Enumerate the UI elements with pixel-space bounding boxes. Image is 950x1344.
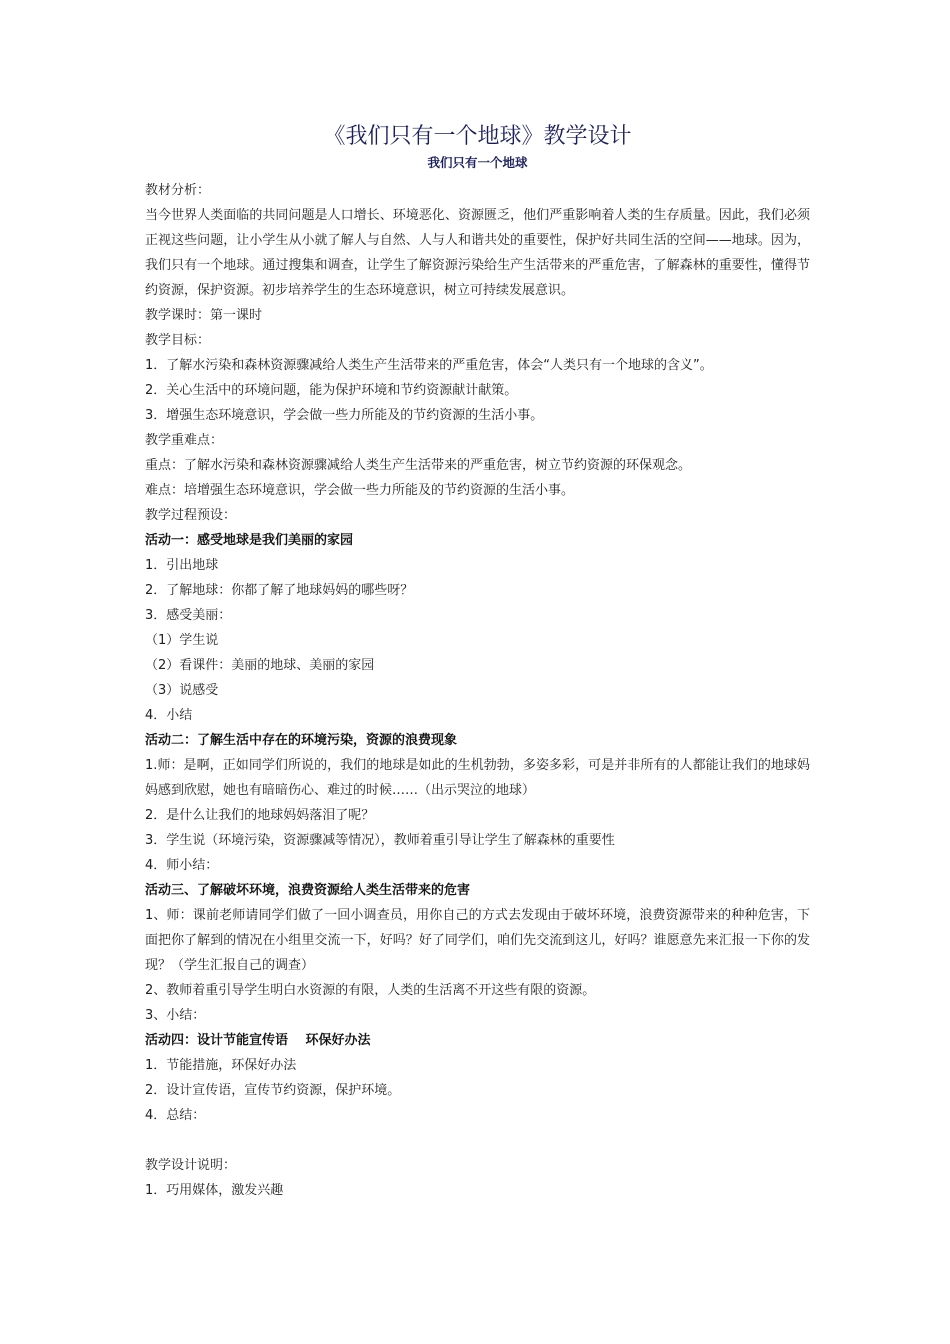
paragraph-line: （3）说感受 [145,683,219,698]
document-body [145,178,810,1203]
section-heading: 活动四：设计节能宣传语 环保好办法 [145,1033,371,1048]
paragraph-line: 2、教师着重引导学生明白水资源的有限，人类的生活离不开这些有限的资源。 [145,983,596,998]
paragraph-line: 3．学生说（环境污染，资源骤减等情况），教师着重引导让学生了解森林的重要性 [145,833,615,848]
paragraph-line: 难点：培增强生态环境意识，学会做一些力所能及的节约资源的生活小事。 [145,483,575,498]
paragraph-line: 教学设计说明： [145,1158,237,1173]
section-heading: 活动二：了解生活中存在的环境污染，资源的浪费现象 [145,733,458,748]
paragraph-line: 1.师：是啊，正如同学们所说的，我们的地球是如此的生机勃勃，多姿多彩，可是并非所有的人都能让我们的地球妈妈感到欣慰，她也有暗暗伤心、难过的时候……（出示哭泣的地球） [145,758,810,798]
paragraph-line: 4．总结： [145,1108,206,1123]
document-title: 《我们只有一个地球》教学设计 [323,124,632,149]
paragraph-line: 1．节能措施，环保好办法 [145,1058,297,1073]
blank-line [145,1128,810,1153]
paragraph-line: 当今世界人类面临的共同问题是人口增长、环境恶化、资源匮乏，他们严重影响着人类的生存质量。因此，我们必须正视这些问题，让小学生从小就了解人与自然、人与人和谐共处的重要性，保护好共同生活的空间——地球。因为，我们只有一个地球。通过搜集和调查，让学生了解资源污染给生产生活带来的严重危害，了解森林的重要性，懂得节约资源，保护资源。初步培养学生的生态环境意识，树立可持续发展意识。 [145,208,810,298]
paragraph-line: 2．设计宣传语，宣传节约资源，保护环境。 [145,1083,401,1098]
paragraph-line: 教学重难点： [145,433,224,448]
paragraph-line: 4．小结 [145,708,193,723]
paragraph-line: 3．增强生态环境意识，学会做一些力所能及的节约资源的生活小事。 [145,408,544,423]
section-heading: 活动三、了解破坏环境，浪费资源给人类生活带来的危害 [145,883,471,898]
paragraph-line: 4．师小结： [145,858,219,873]
paragraph-line: 教学课时：第一课时 [145,308,263,323]
paragraph-line: 教学目标： [145,333,211,348]
paragraph-line: 2．关心生活中的环境问题，能为保护环境和节约资源献计献策。 [145,383,518,398]
paragraph-line: （2）看课件：美丽的地球、美丽的家园 [145,658,375,673]
paragraph-line: 3、小结： [145,1008,206,1023]
paragraph-line: 1．引出地球 [145,558,219,573]
paragraph-line: 2．了解地球：你都了解了地球妈妈的哪些呀？ [145,583,414,598]
paragraph-line: 教材分析： [145,183,211,198]
paragraph-line: （1）学生说 [145,633,219,648]
document-subtitle: 我们只有一个地球 [427,155,528,170]
paragraph-line: 3．感受美丽： [145,608,232,623]
paragraph-line: 1、师：课前老师请同学们做了一回小调查员，用你自己的方式去发现由于破坏环境，浪费资源带来的种种危害，下面把你了解到的情况在小组里交流一下，好吗？好了同学们，咱们先交流到这儿，好吗？谁愿意先来汇报一下你的发现？（学生汇报自己的调查） [145,908,810,973]
section-heading: 活动一：感受地球是我们美丽的家园 [145,533,354,548]
paragraph-line: 教学过程预设： [145,508,237,523]
paragraph-line: 1．巧用媒体，激发兴趣 [145,1183,284,1198]
paragraph-line: 2．是什么让我们的地球妈妈落泪了呢？ [145,808,375,823]
paragraph-line: 1．了解水污染和森林资源骤减给人类生产生活带来的严重危害，体会“人类只有一个地球的含义”。 [145,358,713,373]
document-page [145,120,810,1203]
paragraph-line: 重点：了解水污染和森林资源骤减给人类生产生活带来的严重危害，树立节约资源的环保观念。 [145,458,692,473]
